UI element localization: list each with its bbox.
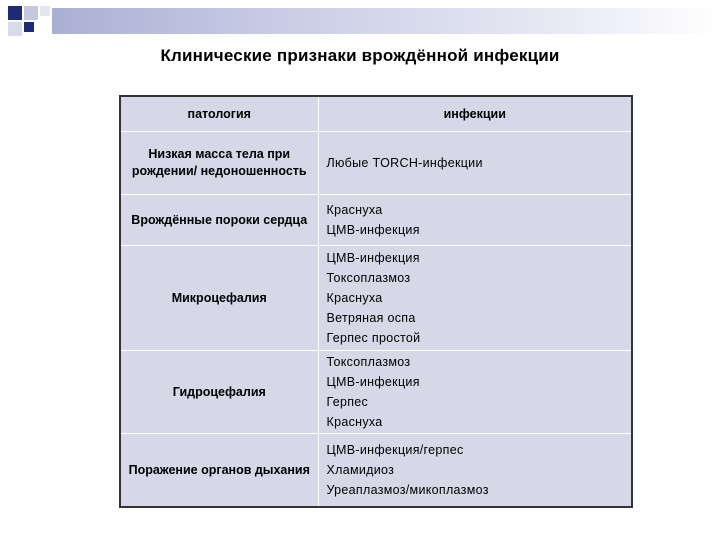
table-row bbox=[120, 246, 632, 351]
infection-item: Герпес простой bbox=[326, 331, 421, 345]
corner-square-decoration bbox=[24, 6, 38, 20]
corner-square-decoration bbox=[24, 22, 34, 32]
slide-title: Клинические признаки врождённой инфекции bbox=[160, 46, 560, 65]
pathology-cell: Низкая масса тела при рождении/ недоношенность bbox=[120, 132, 318, 195]
table-row bbox=[120, 434, 632, 508]
corner-square-decoration bbox=[8, 22, 22, 36]
infection-item: Краснуха bbox=[326, 415, 383, 429]
infection-item: Герпес bbox=[326, 395, 369, 409]
infections-cell bbox=[318, 195, 632, 246]
column-header-pathology: патология bbox=[120, 96, 318, 132]
table-row bbox=[120, 195, 632, 246]
table-row bbox=[120, 351, 632, 434]
infections-cell bbox=[318, 434, 632, 508]
infection-item: Ветряная оспа bbox=[326, 311, 416, 325]
infections-cell bbox=[318, 132, 632, 195]
infections-cell bbox=[318, 246, 632, 351]
corner-square-decoration bbox=[40, 6, 50, 16]
infection-item: ЦМВ-инфекция/герпес bbox=[326, 443, 464, 457]
infection-item: Любые TORCH-инфекции bbox=[326, 156, 483, 170]
column-header-infections: инфекции bbox=[318, 96, 632, 132]
infection-item: ЦМВ-инфекция bbox=[326, 251, 420, 265]
table-header-row bbox=[120, 96, 632, 132]
pathology-cell: Гидроцефалия bbox=[120, 351, 318, 434]
infection-item: Уреаплазмоз/микоплазмоз bbox=[326, 483, 489, 497]
infection-item: Хламидиоз bbox=[326, 463, 395, 477]
infection-item: ЦМВ-инфекция bbox=[326, 375, 420, 389]
table-row bbox=[120, 132, 632, 195]
infection-item: Краснуха bbox=[326, 291, 383, 305]
infection-item: Краснуха bbox=[326, 203, 383, 217]
infection-item: Токсоплазмоз bbox=[326, 271, 411, 285]
pathology-cell: Поражение органов дыхания bbox=[120, 434, 318, 508]
infection-item: ЦМВ-инфекция bbox=[326, 223, 420, 237]
header-gradient-bar bbox=[52, 8, 720, 34]
infections-cell bbox=[318, 351, 632, 434]
infection-table bbox=[119, 95, 633, 508]
pathology-cell: Микроцефалия bbox=[120, 246, 318, 351]
corner-square-decoration bbox=[8, 6, 22, 20]
pathology-cell: Врождённые пороки сердца bbox=[120, 195, 318, 246]
infection-item: Токсоплазмоз bbox=[326, 355, 411, 369]
